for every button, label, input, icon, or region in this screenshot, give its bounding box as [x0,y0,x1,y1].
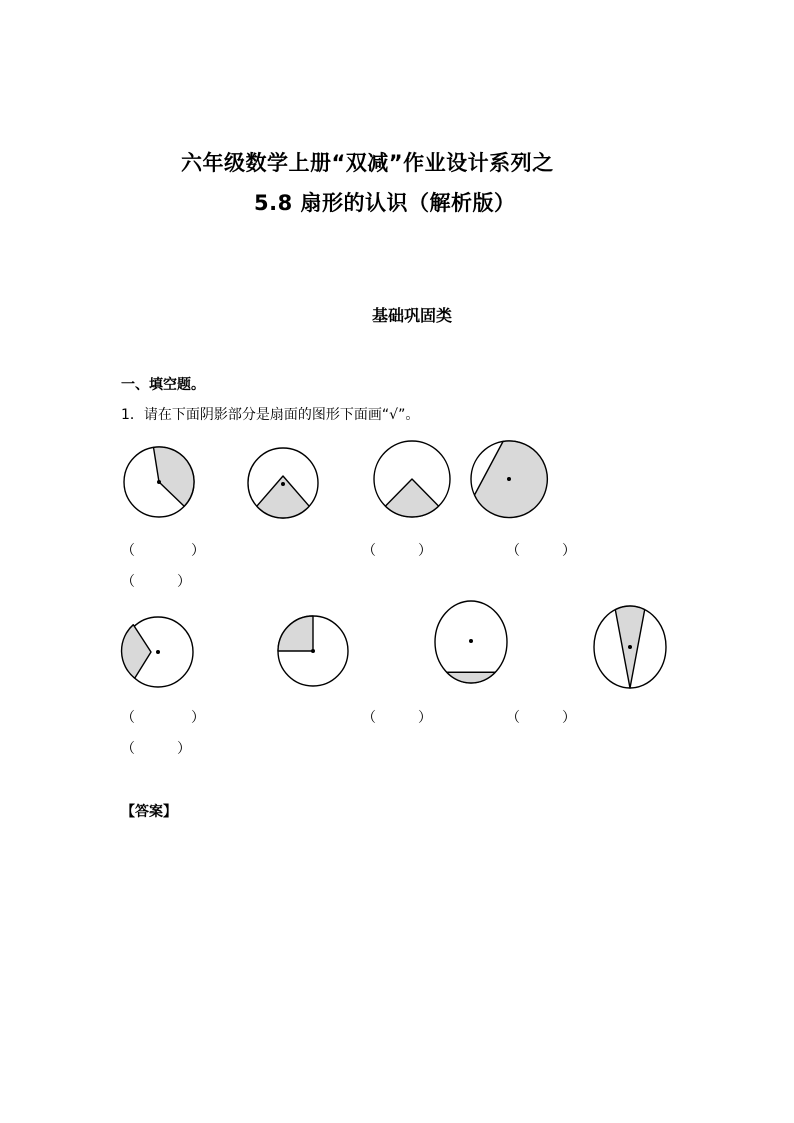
answer-blank-5[interactable]: （ ） [121,710,205,726]
question-text: 请在下面阴影部分是扇面的图形下面画“√”。 [143,407,420,423]
figure-2 [244,444,324,524]
answer-blank-6[interactable]: （ ） [362,710,432,726]
figure-8 [590,601,670,691]
figure-1 [120,443,200,523]
answer-label: 【答案】 [121,804,177,820]
answer-blank-1[interactable]: （ ） [121,543,205,559]
figure-5 [118,612,198,692]
figure-6 [274,612,354,692]
part-heading: 一、填空题。 [121,377,205,393]
figure-4 [466,436,552,522]
answer-blank-8[interactable]: （ ） [121,741,191,757]
page-title-line2: 5.8 扇形的认识（解析版） [254,191,516,215]
answer-blank-4[interactable]: （ ） [121,574,191,590]
answer-blank-7[interactable]: （ ） [506,710,576,726]
section-title: 基础巩固类 [372,306,453,325]
figure-7 [430,598,512,688]
page-title-line1: 六年级数学上册“双减”作业设计系列之 [181,151,554,175]
answer-blank-2[interactable]: （ ） [362,543,432,559]
answer-blank-3[interactable]: （ ） [506,543,576,559]
question-number: 1． [121,407,144,423]
figure-3 [370,437,456,523]
question-1 [121,404,419,424]
